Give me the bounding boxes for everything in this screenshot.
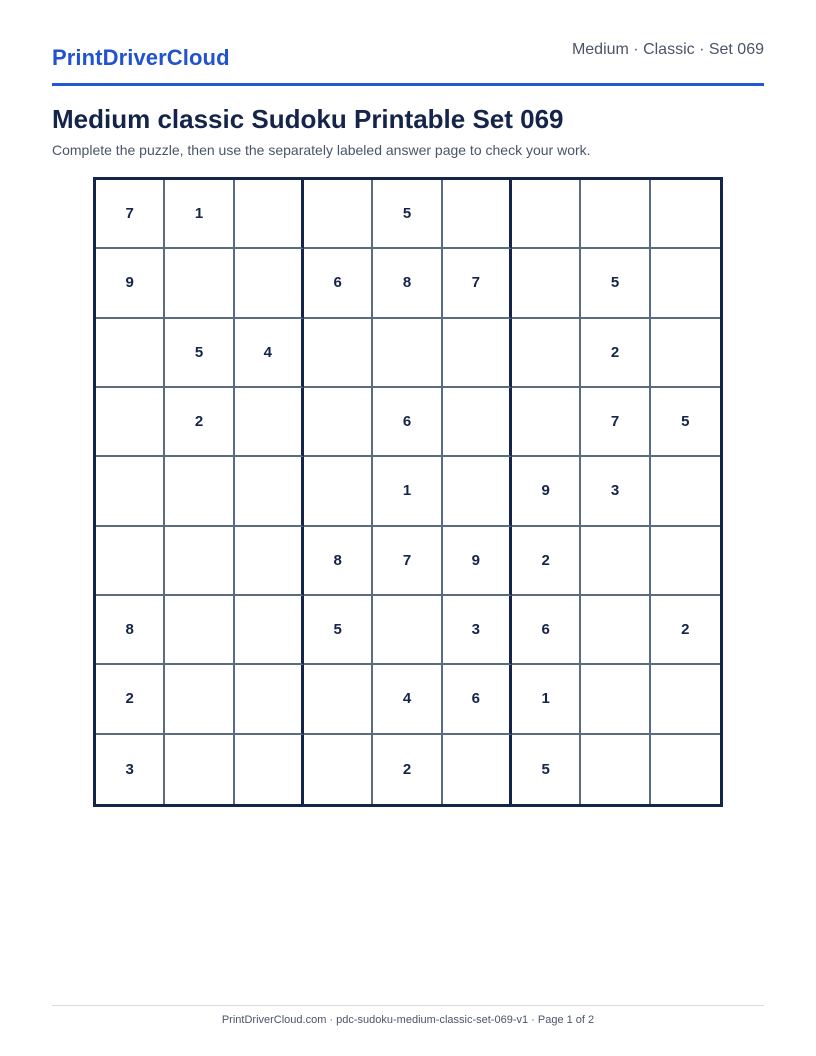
puzzle-meta: Medium · Classic · Set 069: [571, 41, 764, 58]
sudoku-cell: [165, 457, 234, 526]
sudoku-cell: [651, 319, 720, 388]
sudoku-cell: 7: [96, 180, 165, 249]
sudoku-cell: [581, 527, 650, 596]
sudoku-cell: 5: [581, 249, 650, 318]
page-title: Medium classic Sudoku Printable Set 069: [52, 104, 564, 134]
sudoku-grid: [93, 177, 723, 807]
sudoku-cell: 5: [651, 388, 720, 457]
sudoku-cell: 9: [96, 249, 165, 318]
page-subtitle: Complete the puzzle, then use the separately labeled answer page to check your work.: [52, 142, 591, 158]
sudoku-cell: [651, 527, 720, 596]
sudoku-cell: 3: [581, 457, 650, 526]
sudoku-cell: [581, 735, 650, 804]
sudoku-cell: 2: [581, 319, 650, 388]
sudoku-cell: [304, 457, 373, 526]
sudoku-cell: [304, 388, 373, 457]
sudoku-cell: 8: [373, 249, 442, 318]
sudoku-cell: [165, 735, 234, 804]
sudoku-cell: 7: [581, 388, 650, 457]
sudoku-cell: 8: [304, 527, 373, 596]
page-header: [52, 40, 764, 86]
sudoku-cell: [235, 249, 304, 318]
sudoku-cell: 9: [512, 457, 581, 526]
sudoku-cell: 5: [304, 596, 373, 665]
sudoku-cell: [235, 180, 304, 249]
sudoku-cell: [443, 735, 512, 804]
sudoku-cell: 8: [96, 596, 165, 665]
sudoku-cell: [96, 457, 165, 526]
sudoku-cell: [235, 665, 304, 734]
sudoku-cell: [443, 457, 512, 526]
sudoku-cell: [304, 319, 373, 388]
sudoku-cell: [651, 735, 720, 804]
sudoku-cell: [581, 180, 650, 249]
sudoku-cell: 6: [304, 249, 373, 318]
sudoku-cell: [165, 527, 234, 596]
sudoku-cell: 3: [443, 596, 512, 665]
sudoku-cell: 1: [165, 180, 234, 249]
sudoku-cell: [235, 735, 304, 804]
sudoku-cell: [373, 596, 442, 665]
sudoku-cell: [443, 319, 512, 388]
sudoku-cell: [96, 527, 165, 596]
sudoku-cell: [512, 180, 581, 249]
sudoku-cell: 7: [373, 527, 442, 596]
sudoku-cell: 4: [373, 665, 442, 734]
sudoku-cell: [512, 249, 581, 318]
sudoku-cell: [373, 319, 442, 388]
sudoku-cell: 6: [512, 596, 581, 665]
page-footer: PrintDriverCloud.com · pdc-sudoku-medium-classic-set-069-v1 · Page 1 of 2: [221, 1014, 595, 1026]
sudoku-cell: 2: [512, 527, 581, 596]
sudoku-cell: 5: [512, 735, 581, 804]
sudoku-cell: [96, 319, 165, 388]
sudoku-cell: 5: [165, 319, 234, 388]
sudoku-cell: 2: [373, 735, 442, 804]
sudoku-cell: [165, 596, 234, 665]
sudoku-cell: 9: [443, 527, 512, 596]
sudoku-cell: 6: [443, 665, 512, 734]
sudoku-cell: 3: [96, 735, 165, 804]
sudoku-cell: [651, 249, 720, 318]
sudoku-cell: 1: [373, 457, 442, 526]
sudoku-cell: 5: [373, 180, 442, 249]
sudoku-cell: [235, 388, 304, 457]
sudoku-cell: [512, 319, 581, 388]
sudoku-cell: [96, 388, 165, 457]
sudoku-cell: [235, 527, 304, 596]
sudoku-cell: [651, 665, 720, 734]
sudoku-cell: 2: [96, 665, 165, 734]
sudoku-cell: [443, 180, 512, 249]
sudoku-cell: [304, 665, 373, 734]
sudoku-cell: [165, 665, 234, 734]
sudoku-cell: [651, 457, 720, 526]
sudoku-cell: [651, 180, 720, 249]
sudoku-cell: 2: [651, 596, 720, 665]
sudoku-cell: [304, 735, 373, 804]
sudoku-cell: 4: [235, 319, 304, 388]
sudoku-cell: 7: [443, 249, 512, 318]
sudoku-cell: [581, 665, 650, 734]
sudoku-cell: [304, 180, 373, 249]
sudoku-cell: [235, 596, 304, 665]
sudoku-cell: [443, 388, 512, 457]
sudoku-cell: [581, 596, 650, 665]
sudoku-cell: [512, 388, 581, 457]
brand-logo-text: PrintDriverCloud: [52, 45, 230, 70]
sudoku-cell: 1: [512, 665, 581, 734]
footer-divider: [52, 1005, 764, 1006]
sudoku-cell: 2: [165, 388, 234, 457]
sudoku-cell: [165, 249, 234, 318]
sudoku-cell: 6: [373, 388, 442, 457]
sudoku-cell: [235, 457, 304, 526]
